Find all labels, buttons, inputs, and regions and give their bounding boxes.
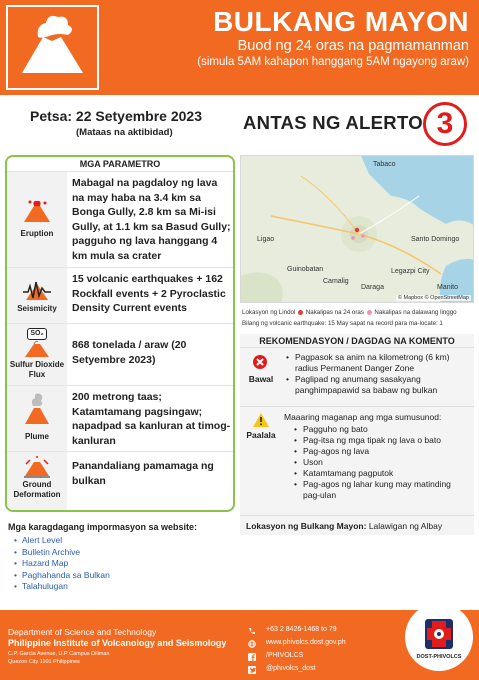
earthquake-map xyxy=(240,155,474,303)
footer-institute: Philippine Institute of Volcanology and Seismology xyxy=(8,638,227,648)
map-label-camalig: Camalig xyxy=(323,278,349,285)
volcano-location xyxy=(240,515,474,535)
map-label-legazpi: Legazpi City xyxy=(391,268,430,275)
map-legend xyxy=(242,309,457,316)
earthquake-marker-past xyxy=(361,234,365,238)
parameter-value: 200 metrong taas; Katamtamang pagsingaw; napadpad sa kanluran at timog-kanluran xyxy=(72,391,231,447)
map-label-santo-domingo: Santo Domingo xyxy=(411,236,460,243)
link-alert-level[interactable]: • Alert Level xyxy=(14,535,110,547)
paalala-intro: Maaaring maganap ang mga sumusunod: xyxy=(284,412,442,422)
legend-dot-past xyxy=(367,310,372,315)
facebook-link[interactable]: /PHIVOLCS xyxy=(266,652,304,659)
bawal-section xyxy=(240,350,474,402)
link-glossary[interactable]: • Talahulugan xyxy=(14,581,110,593)
list-item: • Pagpasok sa anim na kilometrong (6 km) radius Permanent Danger Zone xyxy=(286,352,470,374)
links-heading: Mga karagdagang impormasyon sa website: xyxy=(8,522,198,532)
phivolcs-emblem-icon xyxy=(405,603,473,671)
parameter-row-sulfur-dioxide xyxy=(7,323,233,385)
alert-level-badge: 3 xyxy=(423,102,467,146)
divider xyxy=(240,406,474,407)
bawal-list xyxy=(286,352,470,396)
location-value: Lalawigan ng Albay xyxy=(368,521,443,531)
alert-level-label: ANTAS NG ALERTO xyxy=(243,112,423,133)
list-item: • Pag-itsa ng mga tipak ng lava o bato xyxy=(294,435,470,446)
phivolcs-logo xyxy=(405,603,473,671)
parameter-label: Eruption xyxy=(20,229,54,238)
eruption-icon xyxy=(22,198,52,224)
legend-location: Lokasyon ng Lindol xyxy=(242,309,296,316)
recommendations-heading: REKOMENDASYON / DAGDAG NA KOMENTO xyxy=(240,334,474,348)
map-label-ligao: Ligao xyxy=(257,236,275,243)
list-item: • Paglipad ng anumang sasakyang panghimpapawid sa babaw ng bulkan xyxy=(286,374,470,396)
facebook-icon xyxy=(248,653,256,661)
link-bulletin-archive[interactable]: • Bulletin Archive xyxy=(14,547,110,559)
links-list xyxy=(14,535,110,593)
earthquake-marker-past xyxy=(351,236,355,240)
list-item: • Pag-agos ng lahar kung may matinding pag-ulan xyxy=(294,479,470,501)
parameter-label: Plume xyxy=(24,432,49,441)
parameter-value: Panandaliang pamamaga ng bulkan xyxy=(72,460,214,487)
legend-2w: Nakalipas na dalawang linggo xyxy=(374,309,457,316)
twitter-icon xyxy=(248,666,256,674)
earthquake-marker-recent xyxy=(355,228,359,232)
twitter-link[interactable]: @phivolcs_dost xyxy=(266,665,316,672)
parameters-panel xyxy=(5,155,235,512)
page-subtitle: Buod ng 24 oras na pagmamanman xyxy=(237,38,469,54)
location-label: Lokasyon ng Bulkang Mayon: xyxy=(246,521,367,531)
plume-icon xyxy=(22,392,52,426)
map-label-daraga: Daraga xyxy=(361,284,384,291)
legend-24h: Nakalipas na 24 oras xyxy=(305,309,364,316)
warning-icon xyxy=(252,412,270,428)
list-item: • Uson xyxy=(294,457,470,468)
seismicity-icon xyxy=(22,276,52,302)
phone-icon xyxy=(248,627,256,635)
sulfur-dioxide-icon: SO₂ xyxy=(27,328,47,340)
list-item: • Pag-agos ng lava xyxy=(294,446,470,457)
logo-text: DOST-PHIVOLCS xyxy=(416,654,462,660)
map-terrain xyxy=(241,156,474,303)
prohibited-icon xyxy=(252,354,268,370)
list-item: • Pagguho ng bato xyxy=(294,424,470,435)
activity-level: (Mataas na aktibidad) xyxy=(76,127,173,138)
list-item: • Katamtamang pagputok xyxy=(294,468,470,479)
parameter-row-seismicity xyxy=(7,267,233,323)
parameter-value: 15 volcanic earthquakes + 162 Rockfall events + 2 Pyroclastic Density Current events xyxy=(72,273,226,314)
parameter-label: Sulfur Dioxide Flux xyxy=(9,360,65,379)
link-hazard-map[interactable]: • Hazard Map xyxy=(14,558,110,570)
paalala-section xyxy=(240,410,474,518)
link-preparedness[interactable]: • Paghahanda sa Bulkan xyxy=(14,570,110,582)
paalala-list xyxy=(294,424,470,501)
footer-address-line1: C.P. Garcia Avenue, U.P Campus Diliman xyxy=(8,651,110,657)
website-link[interactable]: www.phivolcs.dost.gov.ph xyxy=(266,639,346,646)
bulletin-date: Petsa: 22 Setyembre 2023 xyxy=(30,108,202,124)
parameter-row-plume xyxy=(7,385,233,451)
map-label-guinobatan: Guinobatan xyxy=(287,266,324,273)
earthquake-count: Bilang ng volcanic earthquake: 15 May sapat na record para ma-locate: 1 xyxy=(242,320,443,327)
header-banner xyxy=(0,0,479,95)
page-subnote: (simula 5AM kahapon hanggang 5AM ngayong araw) xyxy=(197,56,469,68)
bawal-label: Bawal xyxy=(248,374,274,384)
paalala-label: Paalala xyxy=(246,430,276,440)
volcano-icon xyxy=(22,340,52,358)
map-label-tabaco: Tabaco xyxy=(373,161,396,168)
recommendations-panel xyxy=(240,334,474,520)
ground-deformation-icon xyxy=(22,456,52,478)
parameter-value: Mabagal na pagdaloy ng lava na may haba na 3.4 km sa Bonga Gully, 2.8 km sa Mi-isi Gully, at 1.1 km sa Basud Gully; pagguho ng lava hanggang 4 km mula sa crater xyxy=(72,177,231,262)
parameter-value: 868 tonelada / araw (20 Setyembre 2023) xyxy=(72,339,187,366)
footer-department: Department of Science and Technology xyxy=(8,627,157,637)
parameter-row-ground-deformation xyxy=(7,451,233,512)
map-label-manito: Manito xyxy=(437,284,459,291)
globe-icon xyxy=(248,640,256,648)
page-title: BULKANG MAYON xyxy=(213,6,469,37)
phone-number: +63 2 8426-1468 to 79 xyxy=(266,626,337,633)
legend-dot-recent xyxy=(298,310,303,315)
volcano-logo xyxy=(6,5,99,90)
map-credit[interactable]: © Mapbox © OpenStreetMap xyxy=(397,295,469,301)
parameter-label: Seismicity xyxy=(17,304,57,313)
parameter-row-eruption xyxy=(7,171,233,267)
parameter-label: Ground Deformation xyxy=(13,480,61,499)
parameters-heading: MGA PARAMETRO xyxy=(79,159,161,169)
footer-address-line2: Quezon City 1101 Philippines xyxy=(8,659,80,665)
